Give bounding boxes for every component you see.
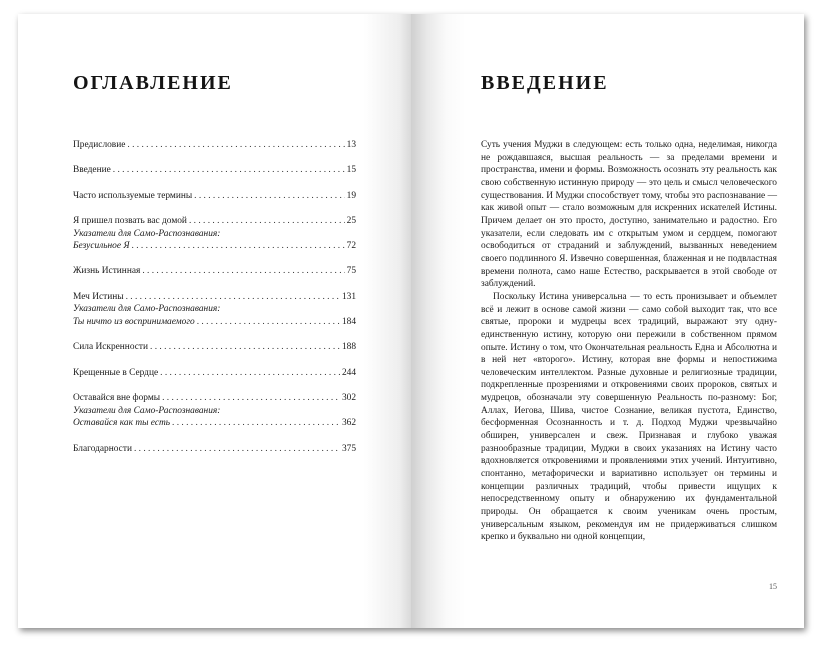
- page-number: 15: [769, 582, 777, 591]
- toc-entry-title: Жизнь Истинная: [73, 266, 141, 277]
- toc-entry-page: 131: [341, 291, 356, 302]
- toc-entry[interactable]: [73, 443, 356, 456]
- toc-entry-page: 19: [346, 190, 356, 201]
- toc-entry-group: [73, 341, 356, 354]
- toc-entry-group: [73, 215, 356, 253]
- toc-entry-group: [73, 190, 356, 203]
- toc-entry-group: [73, 367, 356, 380]
- page-heading-contents: ОГЛАВЛЕНИЕ: [73, 72, 233, 94]
- toc-entry[interactable]: [73, 417, 356, 430]
- toc-entry[interactable]: [73, 190, 356, 203]
- toc-entry-title: Крещенные в Сердце: [73, 367, 159, 378]
- toc-entry[interactable]: [73, 367, 356, 380]
- toc-entry-title: Оставайся вне формы: [73, 392, 161, 403]
- toc-entry-group: [73, 392, 356, 430]
- toc-entry[interactable]: [73, 392, 356, 405]
- dot-leader: [189, 215, 345, 228]
- toc-entry-page: 375: [341, 443, 356, 454]
- toc-entry-title: Предисловие: [73, 139, 126, 150]
- dot-leader: [162, 392, 340, 405]
- toc-entry-group: [73, 266, 356, 279]
- toc-entry-group: [73, 291, 356, 329]
- paragraph: Суть учения Муджи в следующем: есть только одна, неделимая, никогда не рождавшаяся, высшая реальность — за пределами времени и пространства, имени и формы. Возможность осознать эту реальность как свою собственную истинную природу — это цель и смысл человеческого существования. И Муджи способствует тому, чтобы это распознавание — как живой опыт — стало возможным для искренних искателей Истины. Причем делает он это просто, доступно, занимательно и радостно. Его указатели, если следовать им с открытым умом и сердцем, помогают освободиться от страданий и заблуждений, вызванных неведением своего подлинного Я. Извечно совершенная, блаженная и не подвластная времени полнота, само наше Естество, раскрывается в этой свободе от заблуждений.: [481, 140, 777, 290]
- left-page: [18, 14, 411, 628]
- toc-entry[interactable]: [73, 215, 356, 228]
- toc-entry-title: Оставайся как ты есть: [73, 418, 171, 429]
- toc-entry-title: Часто используемые термины: [73, 190, 193, 201]
- toc-entry-page: 15: [346, 165, 356, 176]
- dot-leader: [113, 164, 345, 177]
- toc-entry-page: 362: [341, 418, 356, 429]
- toc-entry[interactable]: [73, 164, 356, 177]
- toc-entry-page: 72: [346, 241, 356, 252]
- toc-entry[interactable]: [73, 341, 356, 354]
- dot-leader: [132, 240, 345, 253]
- dot-leader: [134, 443, 340, 456]
- dot-leader: [197, 316, 340, 329]
- toc-entry-group: [73, 139, 356, 152]
- dot-leader: [150, 341, 340, 354]
- paragraph: Поскольку Истина универсальна — то есть пронизывает и объемлет всё и лежит в основе самой жизни — само собой выходит так, что все святые, пророки и мудрецы всех традиций, выражают эту одну-единственную истину, которую они пережили в собственном прямом опыте. Истину о том, что Окончательная реальность Една и Абсолютна и в ней нет «второго». Истину, которая вне формы и непостижима человеческим интеллектом. Разные духовные и религиозные традиции, подкрепленные прозрениями и откровениями своих пророков, святых и мудрецов, обозначали эту совершенную Реальность по-разному: Бог, Аллах, Иегова, Шива, чистое Сознание, великая пустота, Единство, бесформенная Осознанность и т. д. Подход Муджи чрезвычайно обширен, универсален и свеж. Признавая и глубоко уважая разнообразные традиции, Муджи в своих указаниях на Истину часто вдохновляется откровениями и проявлениями этих учений. Интуитивно, спонтанно, метафорически и вариативно использует он термины и концепции различных традиций, чтобы привести ищущих к непосредственному опыту и обнаружению их фундаментальной природы. Он обращается к своим ученикам очень простым, универсальным языком, рекомендуя им не придерживаться слишком крепко и буквально ни одной концепции,: [481, 291, 777, 543]
- dot-leader: [172, 417, 340, 430]
- toc-entry-title: Меч Истины: [73, 291, 124, 302]
- table-of-contents: [73, 139, 356, 468]
- toc-entry-group: [73, 443, 356, 456]
- dot-leader: [127, 139, 344, 152]
- dot-leader: [142, 265, 344, 278]
- toc-entry-page: 13: [346, 139, 356, 150]
- dot-leader: [194, 190, 344, 203]
- dot-leader: [126, 291, 340, 304]
- toc-entry-page: 184: [341, 317, 356, 328]
- toc-subtitle: Указатели для Само-Распознавания:: [73, 228, 221, 239]
- toc-entry[interactable]: [73, 266, 356, 279]
- dot-leader: [160, 367, 340, 380]
- introduction-text: [481, 139, 777, 544]
- book-spread: [18, 14, 804, 628]
- toc-entry[interactable]: [73, 316, 356, 329]
- toc-entry-title: Я пришел позвать вас домой: [73, 215, 187, 226]
- toc-entry-title: Ты ничто из воспринимаемого: [73, 317, 195, 328]
- toc-entry-page: 188: [341, 342, 356, 353]
- toc-entry-title: Введение: [73, 165, 111, 176]
- toc-subtitle: Указатели для Само-Распознавания:: [73, 304, 221, 315]
- toc-entry-page: 244: [341, 367, 356, 378]
- toc-entry-title: Сила Искренности: [73, 342, 149, 353]
- toc-entry-page: 25: [346, 215, 356, 226]
- page-heading-introduction: ВВЕДЕНИЕ: [481, 72, 609, 94]
- toc-subtitle: Указатели для Само-Распознавания:: [73, 405, 221, 416]
- toc-entry[interactable]: [73, 139, 356, 152]
- toc-entry-title: Благодарности: [73, 443, 132, 454]
- toc-entry-group: [73, 164, 356, 177]
- toc-entry-page: 75: [346, 266, 356, 277]
- toc-entry[interactable]: [73, 240, 356, 253]
- right-page: [411, 14, 804, 628]
- toc-entry-page: 302: [341, 392, 356, 403]
- toc-entry-title: Безусильное Я: [73, 241, 130, 252]
- toc-entry[interactable]: [73, 291, 356, 304]
